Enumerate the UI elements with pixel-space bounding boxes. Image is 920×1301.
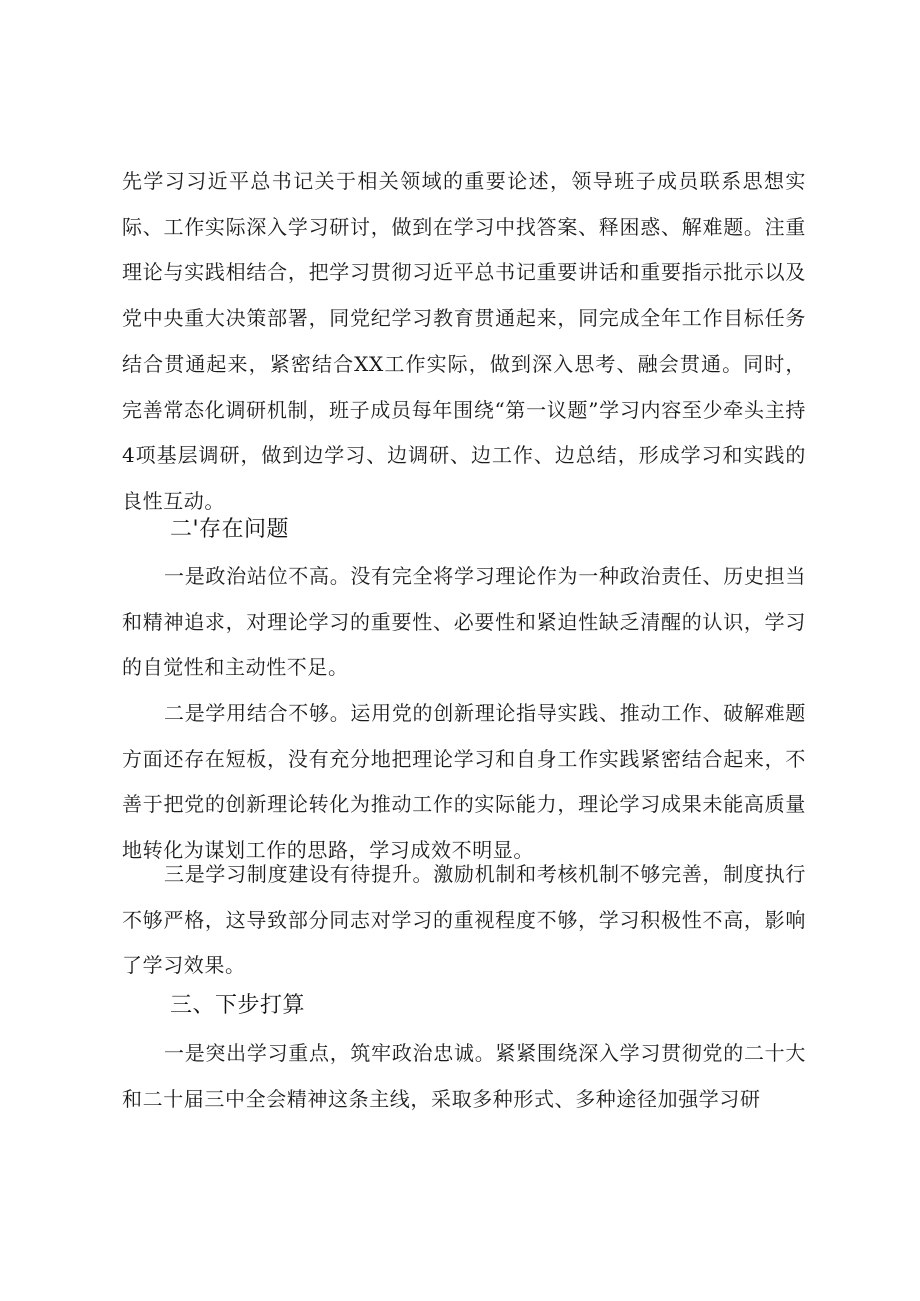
problem-paragraph-2 [122, 691, 806, 874]
paragraph-text: 三是学习制度建设有待提升。激励机制和考核机制不够完善，制度执行不够严格，这导致部分同志对学习的重视程度不够，学习积极性不高，影响了学习效果。 [122, 862, 806, 978]
paragraph-text: 一是政治站位不高。没有完全将学习理论作为一种政治责任、历史担当和精神追求，对理论学习的重要性、必要性和紧迫性缺乏清醒的认识，学习的自觉性和主动性不足。 [122, 564, 806, 680]
problem-paragraph-1 [122, 554, 806, 691]
section-heading-problems: 二'存在问题 [170, 517, 290, 542]
problem-paragraph-3 [122, 852, 806, 989]
section-heading-plans: 三、下步打算 [170, 993, 306, 1018]
paragraph-text: 二是学用结合不够。运用党的创新理论指导实践、推动工作、破解难题方面还存在短板，没有充分地把理论学习和自身工作实践紧密结合起来，不善于把党的创新理论转化为推动工作的实际能力，理论学习成果未能高质量地转化为谋划工作的思路，学习成效不明显。 [122, 701, 806, 863]
intro-paragraph [122, 159, 806, 525]
paragraph-text: 先学习习近平总书记关于相关领域的重要论述，领导班子成员联系思想实际、工作实际深入学习研讨，做到在学习中找答案、释困惑、解难题。注重理论与实践相结合，把学习贯彻习近平总书记重要讲话和重要指示批示以及党中央重大决策部署，同党纪学习教育贯通起来，同完成全年工作目标任务结合贯通起来，紧密结合XX工作实际，做到深入思考、融会贯通。同时，完善常态化调研机制，班子成员每年围绕“第一议题”学习内容至少牵头主持4项基层调研，做到边学习、边调研、边工作、边总结，形成学习和实践的良性互动。 [122, 169, 806, 513]
plan-paragraph-1 [122, 1031, 806, 1122]
paragraph-text: 一是突出学习重点，筑牢政治忠诚。紧紧围绕深入学习贯彻党的二十大和二十届三中全会精神这条主线，采取多种形式、多种途径加强学习研 [122, 1041, 806, 1111]
